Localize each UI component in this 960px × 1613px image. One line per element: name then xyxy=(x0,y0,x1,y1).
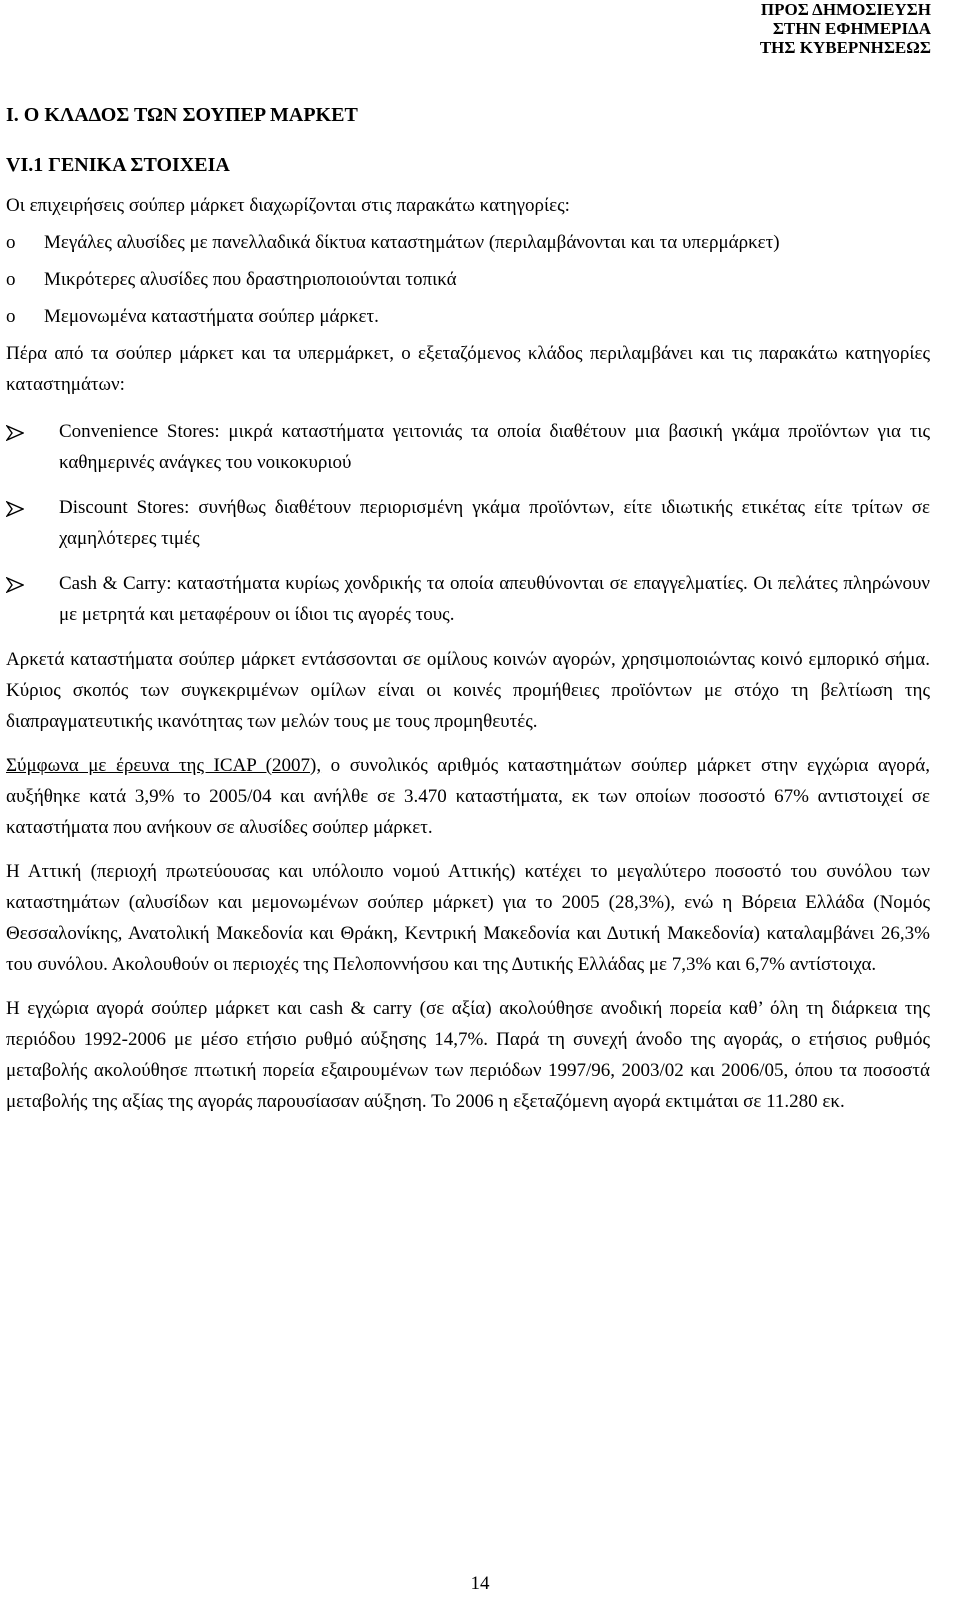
icap-source-reference: Σύμφωνα με έρευνα της ICAP (2007), xyxy=(6,755,322,776)
arrow-bullet-icon xyxy=(6,501,24,517)
icap-paragraph-text: ο συνολικός αριθμός καταστημάτων σούπερ μάρκετ στην εγχώρια αγορά, αυξήθηκε κατά 3,9% το 2005/04 και ανήλθε σε 3.470 καταστήματα, εκ των οποίων ποσοστό 67% αντιστοιχεί σε καταστήματα που ανήκουν σε αλυσίδες σούπερ μάρκετ. xyxy=(6,755,930,838)
list-item-text: Discount Stores: συνήθως διαθέτουν περιορισμένη γκάμα προϊόντων, είτε ιδιωτικής ετικέτας είτε τρίτων σε χαμηλότερες τιμές xyxy=(59,497,930,549)
subsection-title: VI.1 ΓΕΝΙΚΑ ΣΤΟΙΧΕΙΑ xyxy=(6,154,230,176)
paragraph-market-growth: Η εγχώρια αγορά σούπερ μάρκετ και cash & carry (σε αξία) ακολούθησε ανοδική πορεία καθ’ όλη τη διάρκεια της περιόδου 1992-2006 με μέσο ετήσιο ρυθμό αύξησης 14,7%. Παρά τη συνεχή άνοδο της αγοράς, ο ετήσιος ρυθμός μεταβολής ακολούθησε πτωτική πορεία εξαιρουμένων των περιόδων 1997/96, 2003/02 και 2006/05, όπου τα ποσοστά μεταβολής της αξίας της αγοράς παρουσίασαν αύξηση. Το 2006 η εξεταζόμενη αγορά εκτιμάται σε 11.280 εκ. xyxy=(6,998,930,1112)
paragraph-buying-groups: Αρκετά καταστήματα σούπερ μάρκετ εντάσσονται σε ομίλους κοινών αγορών, χρησιμοποιώντας κοινό εμπορικό σήμα. Κύριος σκοπός των συγκεκριμένων ομίλων είναι οι κοινές προμήθειες προϊόντων με στόχο τη βελτίωση της διαπραγματευτικής ικανότητας των μελών τους με τους προμηθευτές. xyxy=(6,649,930,732)
paragraph-icap-survey xyxy=(6,750,930,843)
intro-paragraph: Οι επιχειρήσεις σούπερ μάρκετ διαχωρίζονται στις παρακάτω κατηγορίες: xyxy=(6,195,570,216)
page-number: 14 xyxy=(470,1573,490,1594)
arrow-bullet-icon xyxy=(6,425,24,441)
store-type-list xyxy=(6,416,930,630)
paragraph-regional-share: Η Αττική (περιοχή πρωτεύουσας και υπόλοιπο νομού Αττικής) κατέχει το μεγαλύτερο ποσοστό του συνόλου των καταστημάτων (αλυσίδων και μεμονωμένων σούπερ μάρκετ) για το 2005 (28,3%), ενώ η Βόρεια Ελλάδα (Νομός Θεσσαλονίκης, Ανατολική Μακεδονία και Θράκη, Κεντρική Μακεδονία και Δυτική Μακεδονία) καταλαμβάνει 26,3% του συνόλου. Ακολουθούν οι περιοχές της Πελοποννήσου και της Δυτικής Ελλάδας με 7,3% και 6,7% αντίστοιχα. xyxy=(6,861,930,975)
list-item-text: Μεγάλες αλυσίδες με πανελλαδικά δίκτυα καταστημάτων (περιλαμβάνονται και τα υπερμάρκετ) xyxy=(44,232,780,253)
paragraph-other-categories: Πέρα από τα σούπερ μάρκετ και τα υπερμάρκετ, ο εξεταζόμενος κλάδος περιλαμβάνει και τις παρακάτω κατηγορίες καταστημάτων: xyxy=(6,343,930,395)
list-item xyxy=(6,264,930,295)
list-item xyxy=(6,227,930,258)
bullet-marker: o xyxy=(6,269,16,290)
list-item xyxy=(6,492,930,554)
list-item-text: Μεμονωμένα καταστήματα σούπερ μάρκετ. xyxy=(44,306,379,327)
arrow-bullet-icon xyxy=(6,577,24,593)
list-item-text: Cash & Carry: καταστήματα κυρίως χονδρικής τα οποία απευθύνονται σε επαγγελματίες. Οι πελάτες πληρώνουν με μετρητά και μεταφέρουν οι ίδιοι τις αγορές τους. xyxy=(59,573,930,625)
list-item xyxy=(6,416,930,478)
publication-stamp xyxy=(711,0,931,57)
bullet-marker: o xyxy=(6,232,16,253)
stamp-line-2: ΣΤΗΝ ΕΦΗΜΕΡΙΔΑ xyxy=(772,19,931,38)
bullet-marker: o xyxy=(6,306,16,327)
document-body xyxy=(6,100,930,1130)
list-item xyxy=(6,301,930,332)
stamp-line-1: ΠΡΟΣ ΔΗΜΟΣΙΕΥΣΗ xyxy=(760,0,931,19)
list-item-text: Μικρότερες αλυσίδες που δραστηριοποιούνται τοπικά xyxy=(44,269,457,290)
stamp-line-3: ΤΗΣ ΚΥΒΕΡΝΗΣΕΩΣ xyxy=(759,38,931,57)
section-title: I. Ο ΚΛΑΔΟΣ ΤΩΝ ΣΟΥΠΕΡ ΜΑΡΚΕΤ xyxy=(6,104,358,126)
list-item xyxy=(6,568,930,630)
category-list xyxy=(6,227,930,332)
list-item-text: Convenience Stores: μικρά καταστήματα γειτονιάς τα οποία διαθέτουν μια βασική γκάμα προϊόντων για τις καθημερινές ανάγκες του νοικοκυριού xyxy=(59,421,930,473)
